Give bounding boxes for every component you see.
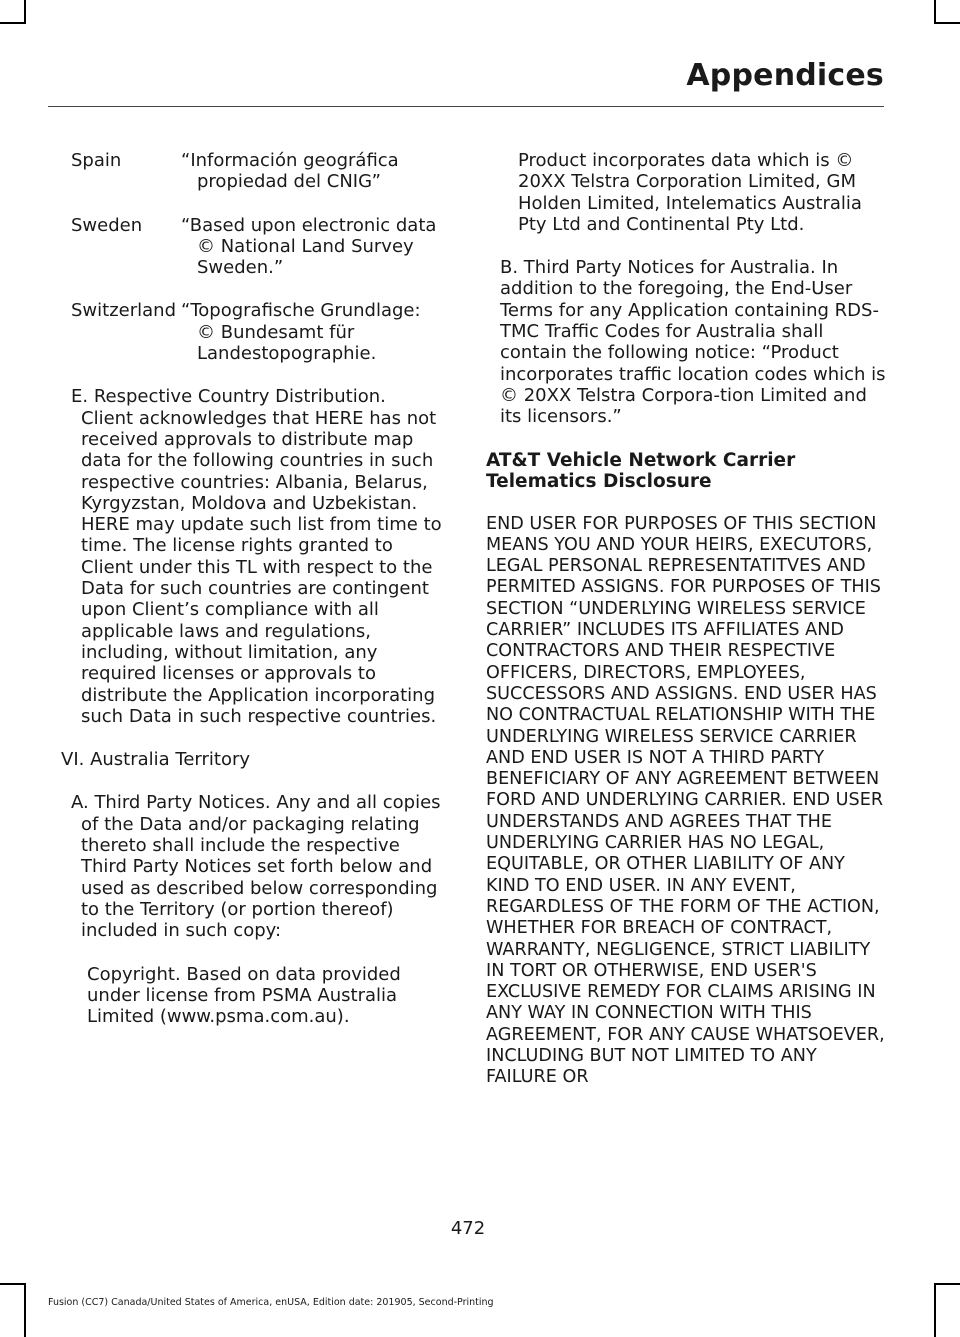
section-heading-att-disclosure: AT&T Vehicle Network Carrier Telematics Disclosure xyxy=(486,449,796,492)
header-divider xyxy=(48,106,884,107)
crop-mark-bottom-right xyxy=(934,1283,960,1285)
paragraph-psma-copyright: Copyright. Based on data provided under license from PSMA Australia Limited (www.psma.com.au). xyxy=(87,963,401,1028)
country-notice: “Based upon electronic data © National Land Survey Sweden.” xyxy=(181,214,437,279)
paragraph-australia-notices: B. Third Party Notices for Australia. In addition to the foregoing, the End-User Terms for any Application containing RDS-TMC Traffic Codes for Australia shall contain the following notice: “Product incorporates traffic location codes which is © 20XX Telstra Corpora-tion Limited and its licensors.” xyxy=(500,257,886,428)
country-name: Spain xyxy=(71,150,122,171)
country-name: Sweden xyxy=(71,214,143,236)
crop-mark-bottom-left xyxy=(24,1283,26,1337)
crop-mark-bottom-right xyxy=(934,1283,936,1337)
crop-mark-bottom-left xyxy=(0,1283,25,1285)
footer-edition-info: Fusion (CC7) Canada/United States of America, enUSA, Edition date: 201905, Second-Printing xyxy=(48,1297,494,1308)
paragraph-telstra-notice: Product incorporates data which is © 20XX Telstra Corporation Limited, GM Holden Limited, Intelematics Australia Pty Ltd and Continental Pty Ltd. xyxy=(518,150,862,235)
data-notice-row xyxy=(71,215,443,279)
country-notice: “Topografische Grundlage: © Bundesamt für Landestopographie. xyxy=(181,300,421,365)
page-number: 472 xyxy=(450,1218,486,1239)
page-title: Appendices xyxy=(686,58,884,93)
data-notice-row xyxy=(71,300,443,364)
paragraph-third-party-notices: A. Third Party Notices. Any and all copies of the Data and/or packaging relating thereto shall include the respective Third Party Notices set forth below and used as described below corresponding to the Territory (or portion thereof) included in such copy: xyxy=(71,792,441,942)
crop-mark-top-left xyxy=(0,22,25,24)
paragraph-telematics-disclosure: END USER FOR PURPOSES OF THIS SECTION MEANS YOU AND YOUR HEIRS, EXECUTORS, LEGAL PERSONAL REPRESENTATITVES AND PERMITED ASSIGNS. FOR PURPOSES OF THIS SECTION “UNDERLYING WIRELESS SERVICE CARRIER” INCLUDES ITS AFFILIATES AND CONTRACTORS AND THEIR RESPECTIVE OFFICERS, DIRECTORS, EMPLOYEES, SUCCESSORS AND ASSIGNS. END USER HAS NO CONTRACTUAL RELATIONSHIP WITH THE UNDERLYING WIRELESS SERVICE CARRIER AND END USER IS NOT A THIRD PARTY BENEFICIARY OF ANY AGREEMENT BETWEEN FORD AND UNDERLYING CARRIER. END USER UNDERSTANDS AND AGREES THAT THE UNDERLYING CARRIER HAS NO LEGAL, EQUITABLE, OR OTHER LIABILITY OF ANY KIND TO END USER. IN ANY EVENT, REGARDLESS OF THE FORM OF THE ACTION, WHETHER FOR BREACH OF CONTRACT, WARRANTY, NEGLIGENCE, STRICT LIABILITY IN TORT OR OTHERWISE, END USER'S EXCLUSIVE REMEDY FOR CLAIMS ARISING IN ANY WAY IN CONNECTION WITH THIS AGREEMENT, FOR ANY CAUSE WHATSOEVER, INCLUDING BUT NOT LIMITED TO ANY FAILURE OR xyxy=(486,513,885,1088)
paragraph-country-distribution: E. Respective Country Distribution. Client acknowledges that HERE has not received approvals to distribute map data for the following countries in such respective countries: Albania, Belarus, Kyrgyzstan, Moldova and Uzbekistan. HERE may update such list from time to time. The license rights granted to Client under this TL with respect to the Data for such countries are contingent upon Client’s compliance with all applicable laws and regulations, including, without limitation, any required licenses or approvals to distribute the Application incorporating such Data in such respective countries. xyxy=(71,386,442,727)
country-notice: “Información geográfica propiedad del CNIG” xyxy=(181,150,399,193)
right-column xyxy=(486,150,886,1089)
heading-australia-territory: VI. Australia Territory xyxy=(61,749,251,771)
crop-mark-top-right xyxy=(934,22,960,24)
crop-mark-top-left xyxy=(24,0,26,24)
data-notice-row xyxy=(71,150,443,193)
left-column xyxy=(61,150,443,1049)
crop-mark-top-right xyxy=(934,0,936,24)
country-name: Switzerland xyxy=(71,300,176,322)
